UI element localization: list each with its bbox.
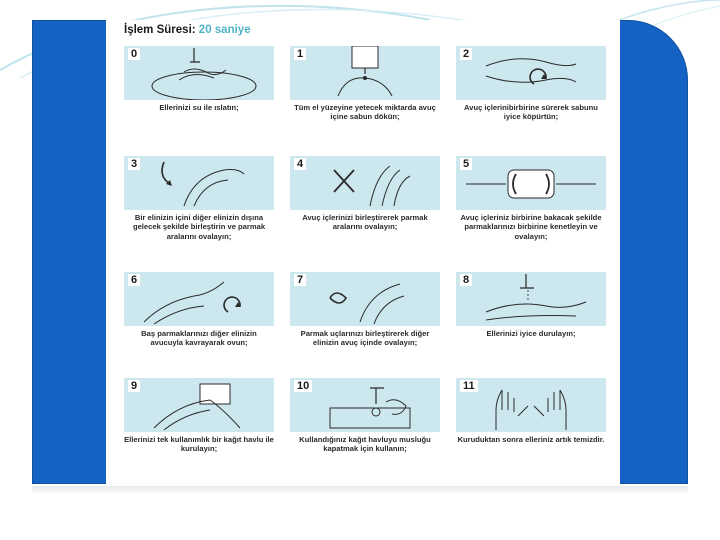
locked-fingers-icon [456, 156, 606, 210]
step-number: 2 [460, 48, 472, 60]
soap-dispenser-icon [290, 46, 440, 100]
step-1 [290, 46, 440, 122]
step-10 [290, 378, 440, 454]
step-illustration [456, 378, 606, 432]
step-3 [124, 156, 274, 241]
step-illustration [124, 378, 274, 432]
paper-towel-icon [124, 378, 274, 432]
fingertips-icon [290, 272, 440, 326]
step-illustration [124, 46, 274, 100]
step-illustration [290, 378, 440, 432]
step-caption: Tüm el yüzeyine yetecek miktarda avuç içine sabun dökün; [294, 103, 436, 122]
palm-rub-icon [456, 46, 606, 100]
title-label: İşlem Süresi: [124, 24, 196, 36]
step-number: 7 [294, 274, 306, 286]
step-number: 10 [294, 380, 312, 392]
step-11 [456, 378, 606, 444]
step-number: 11 [460, 380, 478, 392]
rinse-icon [456, 272, 606, 326]
step-0 [124, 46, 274, 112]
step-4 [290, 156, 440, 232]
step-caption: Baş parmaklarınızı diğer elinizin avucuyla kavrayarak ovun; [141, 329, 257, 348]
step-caption: Parmak uçlarınızı birleştirerek diğer elinizin avuç içinde ovalayın; [300, 329, 430, 348]
step-number: 3 [128, 158, 140, 170]
step-caption: Kuruduktan sonra elleriniz artık temizdir. [457, 435, 605, 444]
panel-shadow [32, 486, 688, 494]
step-number: 6 [128, 274, 140, 286]
step-caption: Avuç içlerinibirbirine sürerek sabunu iyice köpürtün; [464, 103, 598, 122]
step-illustration [290, 272, 440, 326]
step-6 [124, 272, 274, 348]
wet-hands-icon [124, 46, 274, 100]
step-caption: Ellerinizi iyice durulayın; [486, 329, 576, 338]
step-caption: Kullandığınız kağıt havluyu musluğu kapatmak için kullanın; [299, 435, 431, 454]
procedure-title [124, 24, 251, 36]
step-number: 4 [294, 158, 306, 170]
step-number: 0 [128, 48, 140, 60]
step-number: 9 [128, 380, 140, 392]
step-illustration [456, 156, 606, 210]
title-duration: 20 saniye [198, 24, 251, 36]
step-caption: Avuç içleriniz birbirine bakacak şekilde parmaklarınızı birbirine kenetleyin ve ovalayın; [460, 213, 602, 241]
step-illustration [456, 46, 606, 100]
step-illustration [290, 46, 440, 100]
step-number: 1 [294, 48, 306, 60]
step-caption: Avuç içlerinizi birleştirerek parmak aralarını ovalayın; [302, 213, 428, 232]
step-illustration [290, 156, 440, 210]
thumb-rub-icon [124, 272, 274, 326]
step-8 [456, 272, 606, 338]
step-illustration [456, 272, 606, 326]
clean-hands-icon [456, 378, 606, 432]
step-illustration [124, 156, 274, 210]
step-number: 8 [460, 274, 472, 286]
interlaced-fingers-icon [290, 156, 440, 210]
step-caption: Ellerinizi su ile ıslatın; [159, 103, 239, 112]
step-7 [290, 272, 440, 348]
step-caption: Ellerinizi tek kullanımlık bir kağıt havlu ile kurulayın; [124, 435, 274, 454]
step-9 [124, 378, 274, 454]
close-tap-icon [290, 378, 440, 432]
step-2 [456, 46, 606, 122]
step-number: 5 [460, 158, 472, 170]
step-caption: Bir elinizin içini diğer elinizin dışına gelecek şekilde birleştirin ve parmak aralarını ovalayın; [132, 213, 266, 241]
back-of-hand-icon [124, 156, 274, 210]
step-illustration [124, 272, 274, 326]
step-5 [456, 156, 606, 241]
